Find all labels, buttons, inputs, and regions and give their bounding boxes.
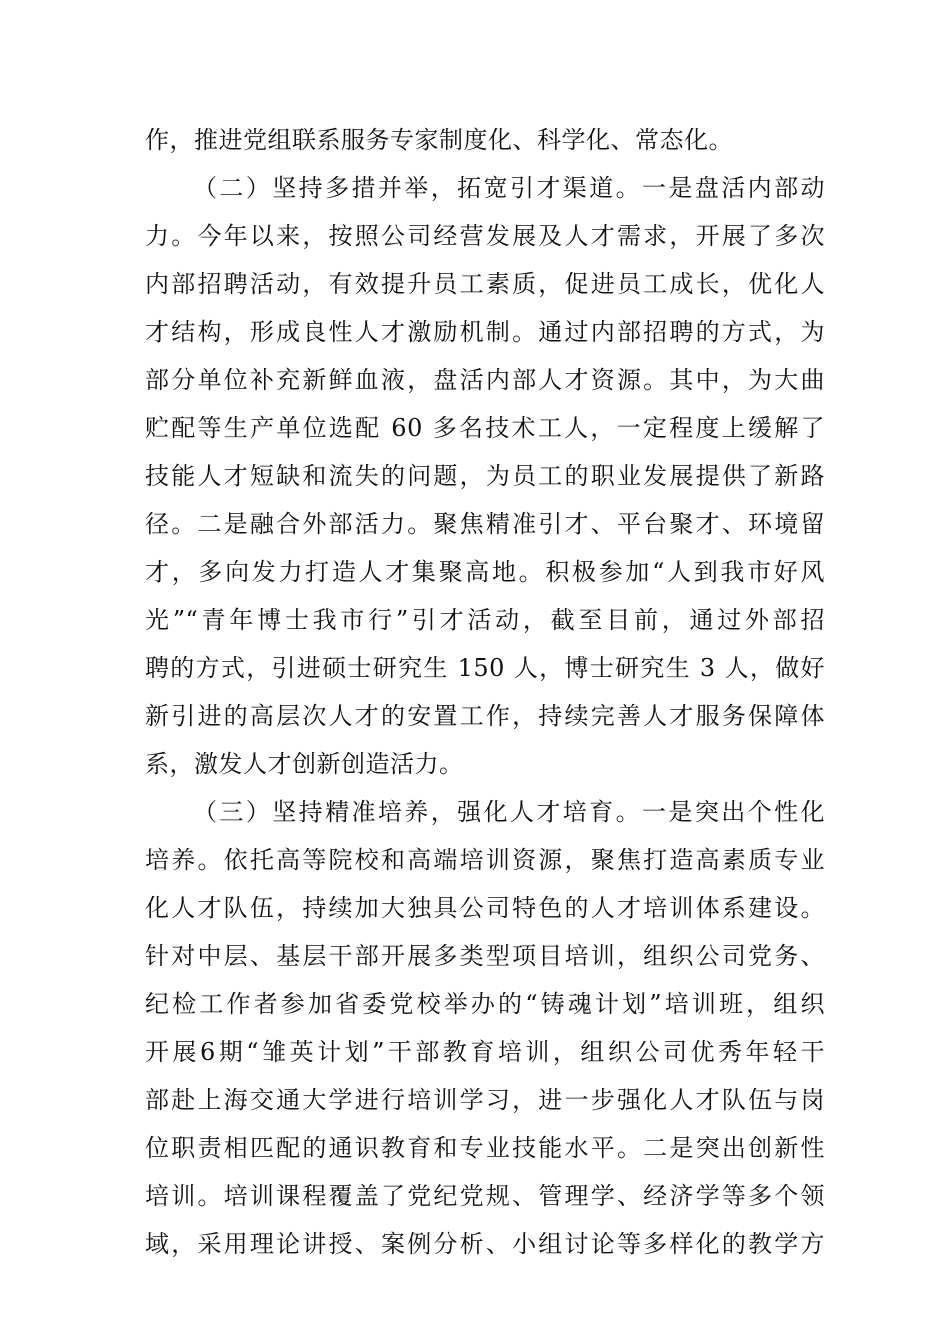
paragraph-line: 部分单位补充新鲜血液，盘活内部人才资源。其中，为大曲 bbox=[145, 366, 825, 394]
paragraph-line: 作，推进党组联系服务专家制度化、科学化、常态化。 bbox=[145, 126, 733, 154]
paragraph-line: 开展6期“雏英计划”干部教育培训，组织公司优秀年轻干 bbox=[145, 1038, 825, 1066]
paragraph-line: 域，采用理论讲授、案例分析、小组讨论等多样化的教学方 bbox=[145, 1230, 825, 1258]
paragraph-line: 光”“青年博士我市行”引才活动，截至目前，通过外部招 bbox=[145, 606, 825, 634]
paragraph-line: 部赴上海交通大学进行培训学习，进一步强化人才队伍与岗 bbox=[145, 1086, 825, 1114]
paragraph-line: 技能人才短缺和流失的问题，为员工的职业发展提供了新路 bbox=[145, 462, 825, 490]
paragraph-line: 力。今年以来，按照公司经营发展及人才需求，开展了多次 bbox=[145, 222, 825, 250]
paragraph-line: 贮配等生产单位选配 60 多名技术工人，一定程度上缓解了 bbox=[145, 414, 825, 442]
paragraph-line: 径。二是融合外部活力。聚焦精准引才、平台聚才、环境留 bbox=[145, 510, 825, 538]
paragraph-line: 培训。培训课程覆盖了党纪党规、管理学、经济学等多个领 bbox=[145, 1182, 825, 1210]
paragraph-line: 才结构，形成良性人才激励机制。通过内部招聘的方式，为 bbox=[145, 318, 825, 346]
paragraph-line: 纪检工作者参加省委党校举办的“铸魂计划”培训班，组织 bbox=[145, 990, 825, 1018]
paragraph-line: 针对中层、基层干部开展多类型项目培训，组织公司党务、 bbox=[145, 942, 825, 970]
paragraph-line: 聘的方式，引进硕士研究生 150 人，博士研究生 3 人，做好 bbox=[145, 654, 825, 682]
paragraph-line: 化人才队伍，持续加大独具公司特色的人才培训体系建设。 bbox=[145, 894, 825, 922]
paragraph-line: （三）坚持精准培养，强化人才培育。一是突出个性化 bbox=[193, 798, 825, 826]
paragraph-line: （二）坚持多措并举，拓宽引才渠道。一是盘活内部动 bbox=[193, 174, 825, 202]
paragraph-line: 新引进的高层次人才的安置工作，持续完善人才服务保障体 bbox=[145, 702, 825, 730]
document-body bbox=[145, 116, 825, 1268]
paragraph-line: 培养。依托高等院校和高端培训资源，聚焦打造高素质专业 bbox=[145, 846, 825, 874]
paragraph-line: 内部招聘活动，有效提升员工素质，促进员工成长，优化人 bbox=[145, 270, 825, 298]
paragraph-line: 才，多向发力打造人才集聚高地。积极参加“人到我市好风 bbox=[145, 558, 825, 586]
paragraph-line: 系，激发人才创新创造活力。 bbox=[145, 750, 464, 778]
paragraph-line: 位职责相匹配的通识教育和专业技能水平。二是突出创新性 bbox=[145, 1134, 825, 1162]
